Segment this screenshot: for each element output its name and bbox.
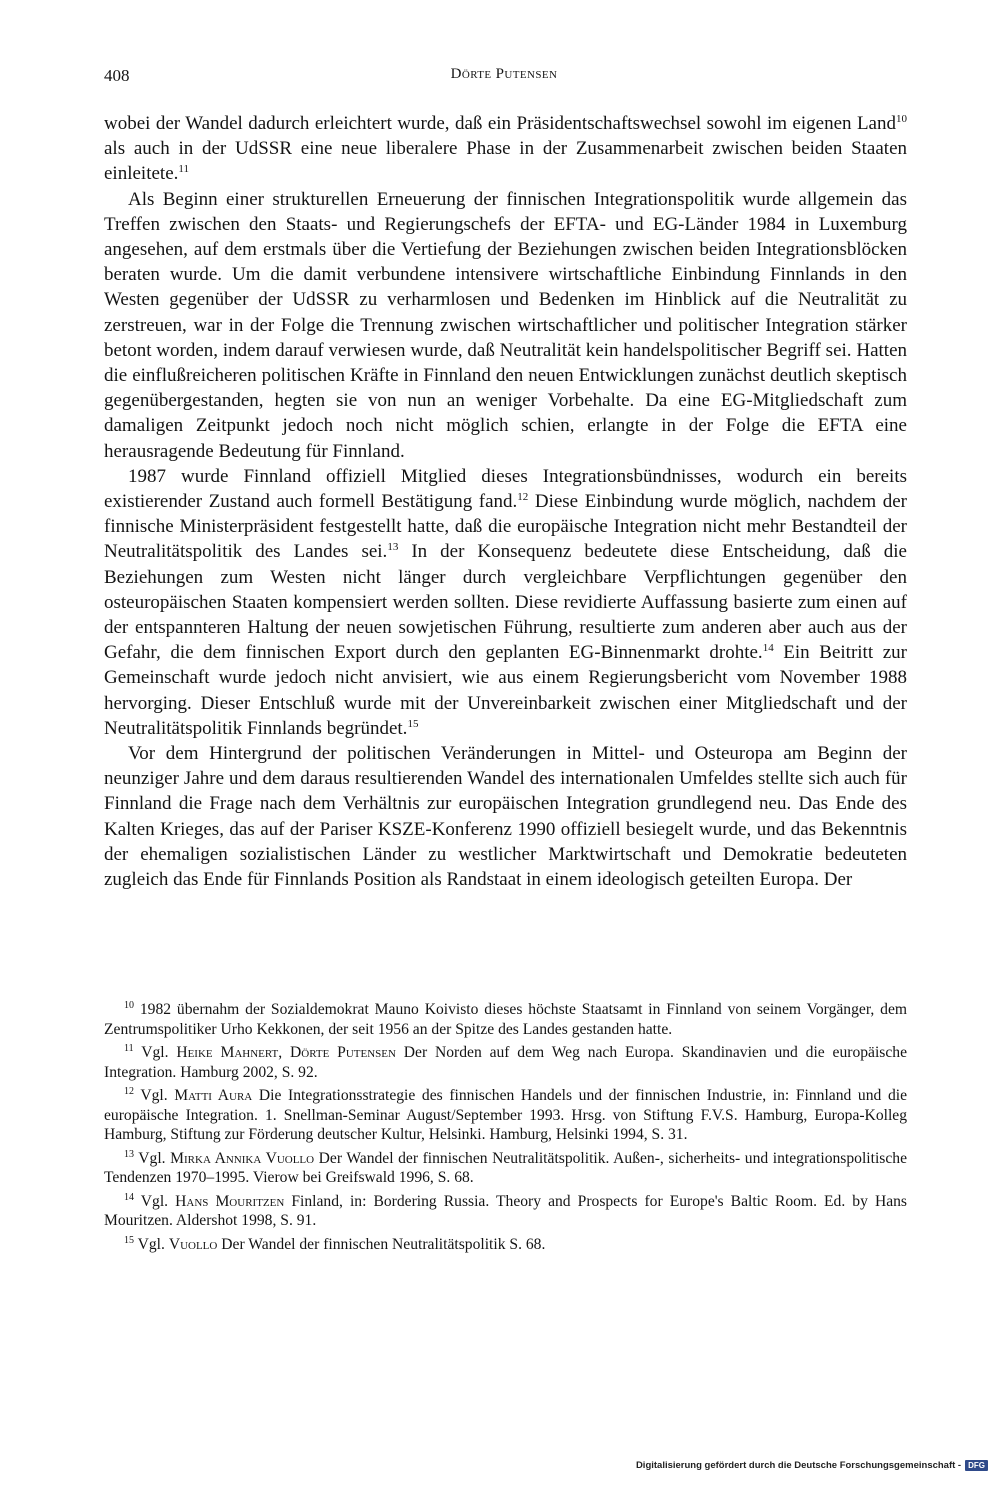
vgl-label: Vgl. xyxy=(140,1086,175,1104)
footnote-number: 10 xyxy=(124,1000,134,1011)
page-header xyxy=(104,66,904,90)
footnote-author: Matti Aura xyxy=(174,1086,253,1104)
page-number: 408 xyxy=(104,66,130,85)
running-head: Dörte Putensen xyxy=(450,66,558,82)
footnote-text: Der Norden auf dem Weg nach Europa. Skandinavien und die europäische Integration. Hamburg 2002, S. 92. xyxy=(104,1043,908,1081)
footnote-text: Finland, in: Bordering Russia. Theory and Prospects for Europe's Baltic Room. Ed. by Hans Mouritzen. Aldershot 1998, S. 91. xyxy=(104,1192,908,1230)
paragraph-text: wobei der Wandel dadurch erleichtert wurde, daß ein Präsidentschaftswechsel sowohl im eigenen Land xyxy=(104,113,896,134)
footnote-author: Heike Mahnert, Dörte Putensen xyxy=(176,1043,396,1061)
footnote-ref[interactable]: 14 xyxy=(762,642,774,655)
paragraph-text: In der Konsequenz bedeutete diese Entscheidung, daß die Beziehungen zum Westen nicht länger durch vergleichbare Verpflichtungen gegenüber den osteuropäischen Staaten kompensiert werden sollten. Diese revidierte Auffassung basierte zum einen auf der entspannteren Haltung der neuen sowjetischen Führung, resultierte zum anderen aber auch aus der Gefahr, die dem finnischen Export durch den geplanten EG-Binnenmarkt drohte. xyxy=(104,541,907,664)
digitization-notice xyxy=(636,1460,988,1471)
footnote-ref[interactable]: 12 xyxy=(517,491,529,504)
paragraph-text: als auch in der UdSSR eine neue liberalere Phase in der Zusammenarbeit zwischen beiden Staaten einleitete. xyxy=(104,138,907,185)
footnote-text: Die Integrationsstrategie des finnischen Handels und der finnischen Industrie, in: Finnland und die europäische Integration. 1. Snellman-Seminar August/September 1993. Hrsg. von Stiftung F.V.S. Hamburg, Europa-Kolleg Hamburg, Stiftung zur Förderung deutscher Kultur, Helsinki. Hamburg, Helsinki 1994, S. 31. xyxy=(104,1086,908,1144)
vgl-label: Vgl. xyxy=(138,1149,171,1167)
paragraph-4 xyxy=(104,741,907,892)
footnote-14 xyxy=(104,1192,907,1231)
footnote-text: Der Wandel der finnischen Neutralitätspolitik S. 68. xyxy=(217,1235,546,1253)
paragraph-text: Als Beginn einer strukturellen Erneuerung der finnischen Integrationspolitik wurde allgemein das Treffen zwischen den Staats- und Regierungschefs der EFTA- und EG-Länder 1984 in Luxemburg angesehen, auf dem erstmals über die Vertiefung der Beziehungen zwischen beiden Integrationsblöcken beraten wurde. Um die damit verbundene intensivere wirtschaftliche Einbindung Finnlands in den Westen gegenüber der UdSSR zu verharmlosen und Bedenken im Hinblick auf die Neutralität zu zerstreuen, war in der Folge die Trennung zwischen wirtschaftlicher und politischer Integration stärker betont worden, indem darauf verwiesen wurde, daß Neutralität kein handelspolitischer Begriff sei. Hatten die einflußreicheren politischen Kräfte in Finnland den neuen Entwicklungen zunächst deutlich skeptisch gegenübergestanden, hegten sie von nun an weniger Vorbehalte. Da eine EG-Mitgliedschaft zum damaligen Zeitpunkt jedoch noch nicht möglich schien, erlangte in der Folge die EFTA eine herausragende Bedeutung für Finnland. xyxy=(104,188,907,462)
vgl-label: Vgl. xyxy=(137,1235,169,1253)
vgl-label: Vgl. xyxy=(140,1192,176,1210)
footnote-number: 13 xyxy=(124,1148,134,1160)
footnotes xyxy=(104,1000,907,1258)
footnote-ref[interactable]: 11 xyxy=(178,163,189,176)
paragraph-text: 1987 wurde Finnland offiziell Mitglied dieses Integrationsbündnisses, wodurch ein bereits existierender Zustand auch formell Bestätigung fand. xyxy=(104,465,907,513)
body-text xyxy=(104,111,907,892)
dfg-logo-icon: DFG xyxy=(965,1460,988,1471)
footnote-author: Mirka Annika Vuollo xyxy=(170,1149,315,1167)
paragraph-3 xyxy=(104,464,907,741)
footnote-author: Hans Mouritzen xyxy=(175,1192,285,1210)
paragraph-text: Ein Beitritt zur Gemeinschaft wurde jedoch nicht anvisiert, wie aus einem Regierungsbericht vom November 1988 hervorging. Dieser Entschluß wurde mit der Unvereinbarkeit zwischen einer Mitgliedschaft und der Neutralitätspolitik Finnlands begründet. xyxy=(104,642,907,739)
vgl-label: Vgl. xyxy=(141,1043,177,1061)
paragraph-2 xyxy=(104,187,907,464)
digitization-text: Digitalisierung gefördert durch die Deutsche Forschungsgemeinschaft - xyxy=(635,1460,962,1471)
footnote-13 xyxy=(104,1149,907,1188)
paragraph-text: Vor dem Hintergrund der politischen Veränderungen in Mittel- und Osteuropa am Beginn der neunziger Jahre und dem daraus resultierenden Wandel des internationalen Umfeldes stellte sich auch für Finnland die Frage nach dem Verhältnis zur europäischen Integration grundlegend neu. Das Ende des Kalten Krieges, das auf der Pariser KSZE-Konferenz 1990 offiziell besiegelt wurde, und das Bekenntnis der ehemaligen sozialistischen Länder zu westlicher Marktwirtschaft und Demokratie bedeuteten zugleich das Ende für Finnlands Position als Randstaat in einem ideologisch geteilten Europa. Der xyxy=(104,743,907,891)
footnote-number: 11 xyxy=(124,1042,134,1054)
footnote-10 xyxy=(104,1000,907,1039)
footnote-number: 12 xyxy=(124,1085,134,1097)
footnote-12 xyxy=(104,1086,907,1145)
footnote-ref[interactable]: 15 xyxy=(407,717,419,730)
footnote-text: 1982 übernahm der Sozialdemokrat Mauno Koivisto dieses höchste Staatsamt in Finnland von seinem Vorgänger, dem Zentrumspolitiker Urho Kekkonen, der seit 1956 an der Spitze des Landes gestanden hatte. xyxy=(104,1001,907,1038)
footnote-ref[interactable]: 13 xyxy=(387,541,399,554)
footnote-11 xyxy=(104,1043,907,1082)
footnote-author: Vuollo xyxy=(168,1235,218,1253)
footnote-number: 15 xyxy=(124,1234,134,1246)
footnote-number: 14 xyxy=(124,1191,134,1203)
paragraph-1 xyxy=(104,111,907,187)
footnote-text: Der Wandel der finnischen Neutralitätspolitik. Außen-, sicherheits- und integrationspolitische Tendenzen 1970–1995. Vierow bei Greifswald 1996, S. 68. xyxy=(104,1149,908,1187)
footnote-15 xyxy=(104,1235,907,1255)
footnote-ref[interactable]: 10 xyxy=(896,113,907,125)
paragraph-text: Diese Einbindung wurde möglich, nachdem der finnische Ministerpräsident festgestellt hatte, daß die europäische Integration nicht mehr Bestandteil der Neutralitätspolitik des Landes sei. xyxy=(104,491,907,563)
